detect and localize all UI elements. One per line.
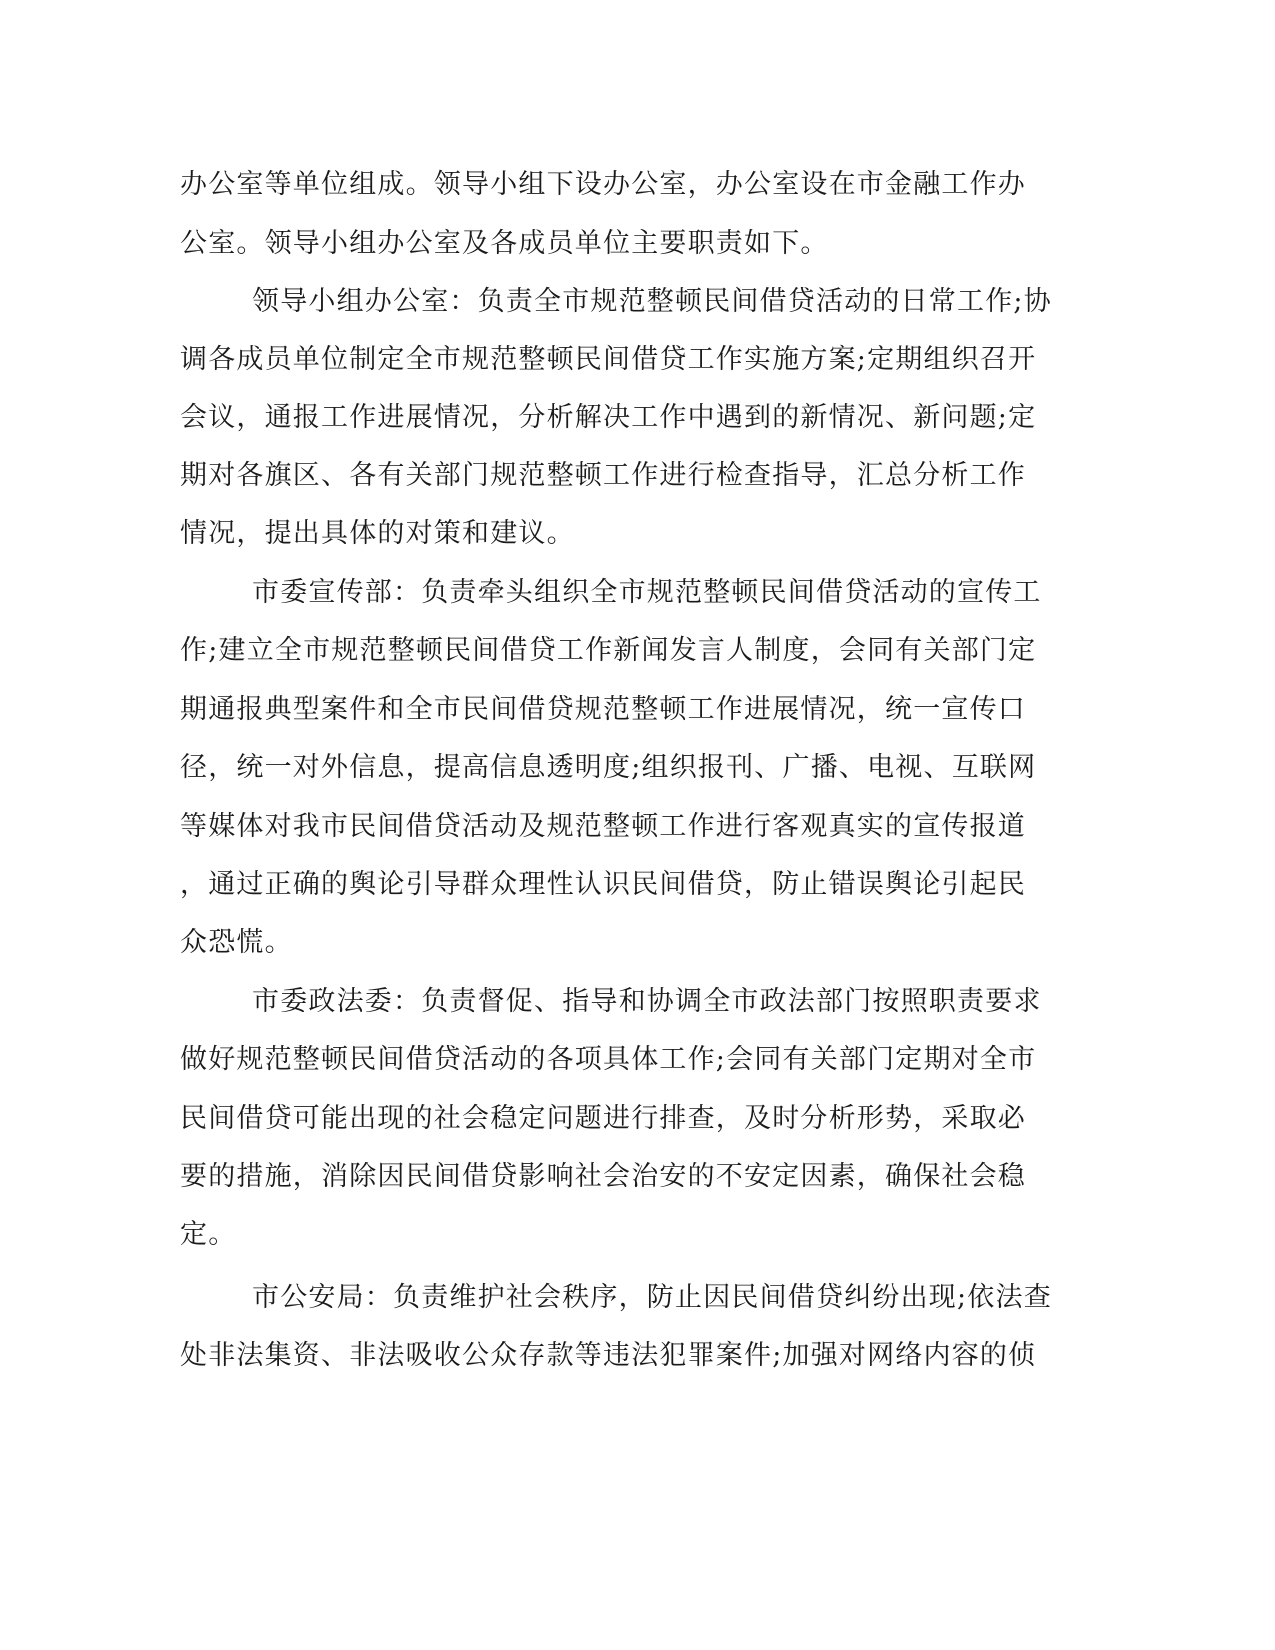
paragraph-start-line: 领导小组办公室：负责全市规范整顿民间借贷活动的日常工作;协 xyxy=(252,286,1052,317)
text-line: 等媒体对我市民间借贷活动及规范整顿工作进行客观真实的宣传报道 xyxy=(180,811,1026,842)
text-line: 办公室等单位组成。领导小组下设办公室，办公室设在市金融工作办 xyxy=(180,169,1026,200)
paragraph-start-line: 市委政法委：负责督促、指导和协调全市政法部门按照职责要求 xyxy=(252,986,1042,1017)
text-line: 作;建立全市规范整顿民间借贷工作新闻发言人制度，会同有关部门定 xyxy=(180,635,1037,666)
text-line: 公室。领导小组办公室及各成员单位主要职责如下。 xyxy=(180,228,829,259)
text-line: 处非法集资、非法吸收公众存款等违法犯罪案件;加强对网络内容的侦 xyxy=(180,1340,1037,1371)
text-line: 调各成员单位制定全市规范整顿民间借贷工作实施方案;定期组织召开 xyxy=(180,344,1037,375)
text-line: 期通报典型案件和全市民间借贷规范整顿工作进展情况，统一宣传口 xyxy=(180,694,1026,725)
text-line: 会议，通报工作进展情况，分析解决工作中遇到的新情况、新问题;定 xyxy=(180,402,1037,433)
text-line: 做好规范整顿民间借贷活动的各项具体工作;会同有关部门定期对全市 xyxy=(180,1044,1037,1075)
text-line: ，通过正确的舆论引导群众理性认识民间借贷，防止错误舆论引起民 xyxy=(180,869,1026,900)
paragraph-start-line: 市委宣传部：负责牵头组织全市规范整顿民间借贷活动的宣传工 xyxy=(252,577,1042,608)
text-line: 径，统一对外信息，提高信息透明度;组织报刊、广播、电视、互联网 xyxy=(180,752,1037,783)
text-line: 要的措施，消除因民间借贷影响社会治安的不安定因素，确保社会稳 xyxy=(180,1161,1026,1192)
text-line: 期对各旗区、各有关部门规范整顿工作进行检查指导，汇总分析工作 xyxy=(180,460,1026,491)
paragraph-start-line: 市公安局：负责维护社会秩序，防止因民间借贷纠纷出现;依法查 xyxy=(252,1282,1052,1313)
text-line: 定。 xyxy=(180,1219,237,1250)
text-line: 民间借贷可能出现的社会稳定问题进行排查，及时分析形势，采取必 xyxy=(180,1103,1026,1134)
text-line: 众恐慌。 xyxy=(180,927,293,958)
text-line: 情况，提出具体的对策和建议。 xyxy=(180,518,575,549)
